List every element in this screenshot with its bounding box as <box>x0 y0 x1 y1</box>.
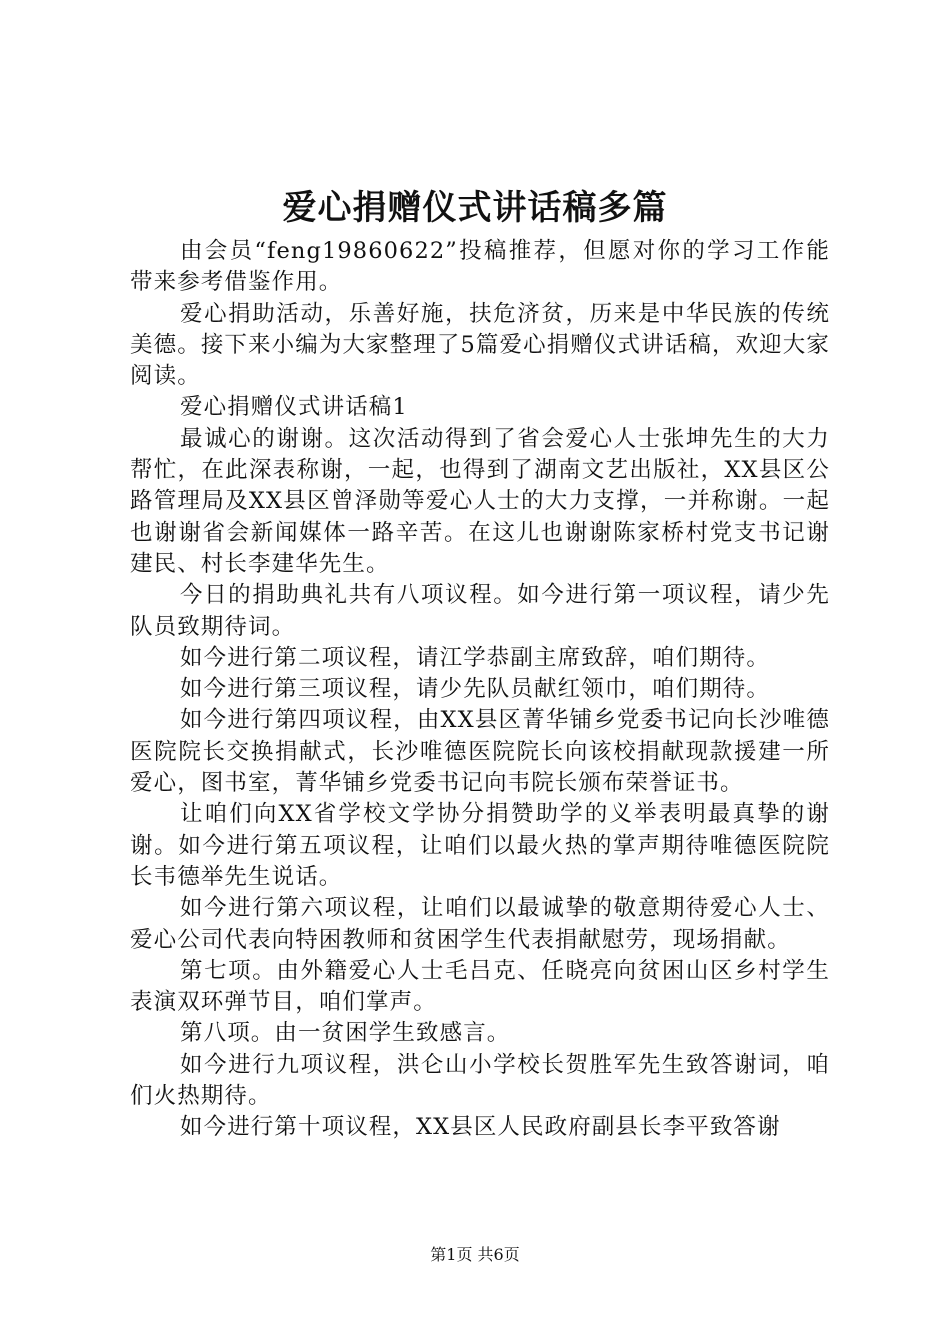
paragraph: 如今进行第十项议程，XX县区人民政府副县长李平致答谢 <box>180 1114 781 1141</box>
section-heading: 爱心捐赠仪式讲话稿1 <box>180 394 408 421</box>
paragraph: 第七项。由外籍爱心人士毛吕克、任晓亮向贫困山区乡村学生表演双环弹节目，咱们掌声。 <box>130 957 830 1016</box>
document-body <box>130 236 830 1144</box>
document-title: 爱心捐赠仪式讲话稿多篇 <box>282 188 668 228</box>
paragraph: 如今进行九项议程，洪仑山小学校长贺胜军先生致答谢词，咱们火热期待。 <box>130 1051 830 1110</box>
paragraph: 今日的捐助典礼共有八项议程。如今进行第一项议程，请少先队员致期待词。 <box>130 582 830 640</box>
paragraph: 如今进行第三项议程，请少先队员献红领巾，咱们期待。 <box>180 676 771 703</box>
paragraph: 如今进行第六项议程，让咱们以最诚挚的敬意期待爱心人士、爱心公司代表向特困教师和贫困学生代表捐献慰劳，现场捐献。 <box>130 895 830 953</box>
page-number-footer: 第1页 共6页 <box>430 1245 520 1264</box>
paragraph: 如今进行第四项议程，由XX县区菁华铺乡党委书记向长沙唯德医院院长交换捐献式，长沙唯德医院院长向该校捐献现款援建一所爱心，图书室，菁华铺乡党委书记向韦院长颁布荣誉证书。 <box>130 707 830 797</box>
paragraph: 爱心捐助活动，乐善好施，扶危济贫，历来是中华民族的传统美德。接下来小编为大家整理了5篇爱心捐赠仪式讲话稿，欢迎大家阅读。 <box>130 300 830 390</box>
paragraph: 第八项。由一贫困学生致感言。 <box>180 1020 511 1047</box>
paragraph: 如今进行第二项议程，请江学恭副主席致辞，咱们期待。 <box>180 644 771 671</box>
paragraph: 由会员“feng19860622”投稿推荐，但愿对你的学习工作能带来参考借鉴作用。 <box>130 238 830 296</box>
paragraph: 让咱们向XX省学校文学协分捐赞助学的义举表明最真挚的谢谢。如今进行第五项议程，让咱们以最火热的掌声期待唯德医院院长韦德举先生说话。 <box>130 801 830 890</box>
paragraph: 最诚心的谢谢。这次活动得到了省会爱心人士张坤先生的大力帮忙，在此深表称谢，一起，也得到了湖南文艺出版社，XX县区公路管理局及XX县区曾泽勋等爱心人士的大力支撑，一并称谢。一起也谢谢省会新闻媒体一路辛苦。在这儿也谢谢陈家桥村党支书记谢建民、村长李建华先生。 <box>130 425 830 577</box>
